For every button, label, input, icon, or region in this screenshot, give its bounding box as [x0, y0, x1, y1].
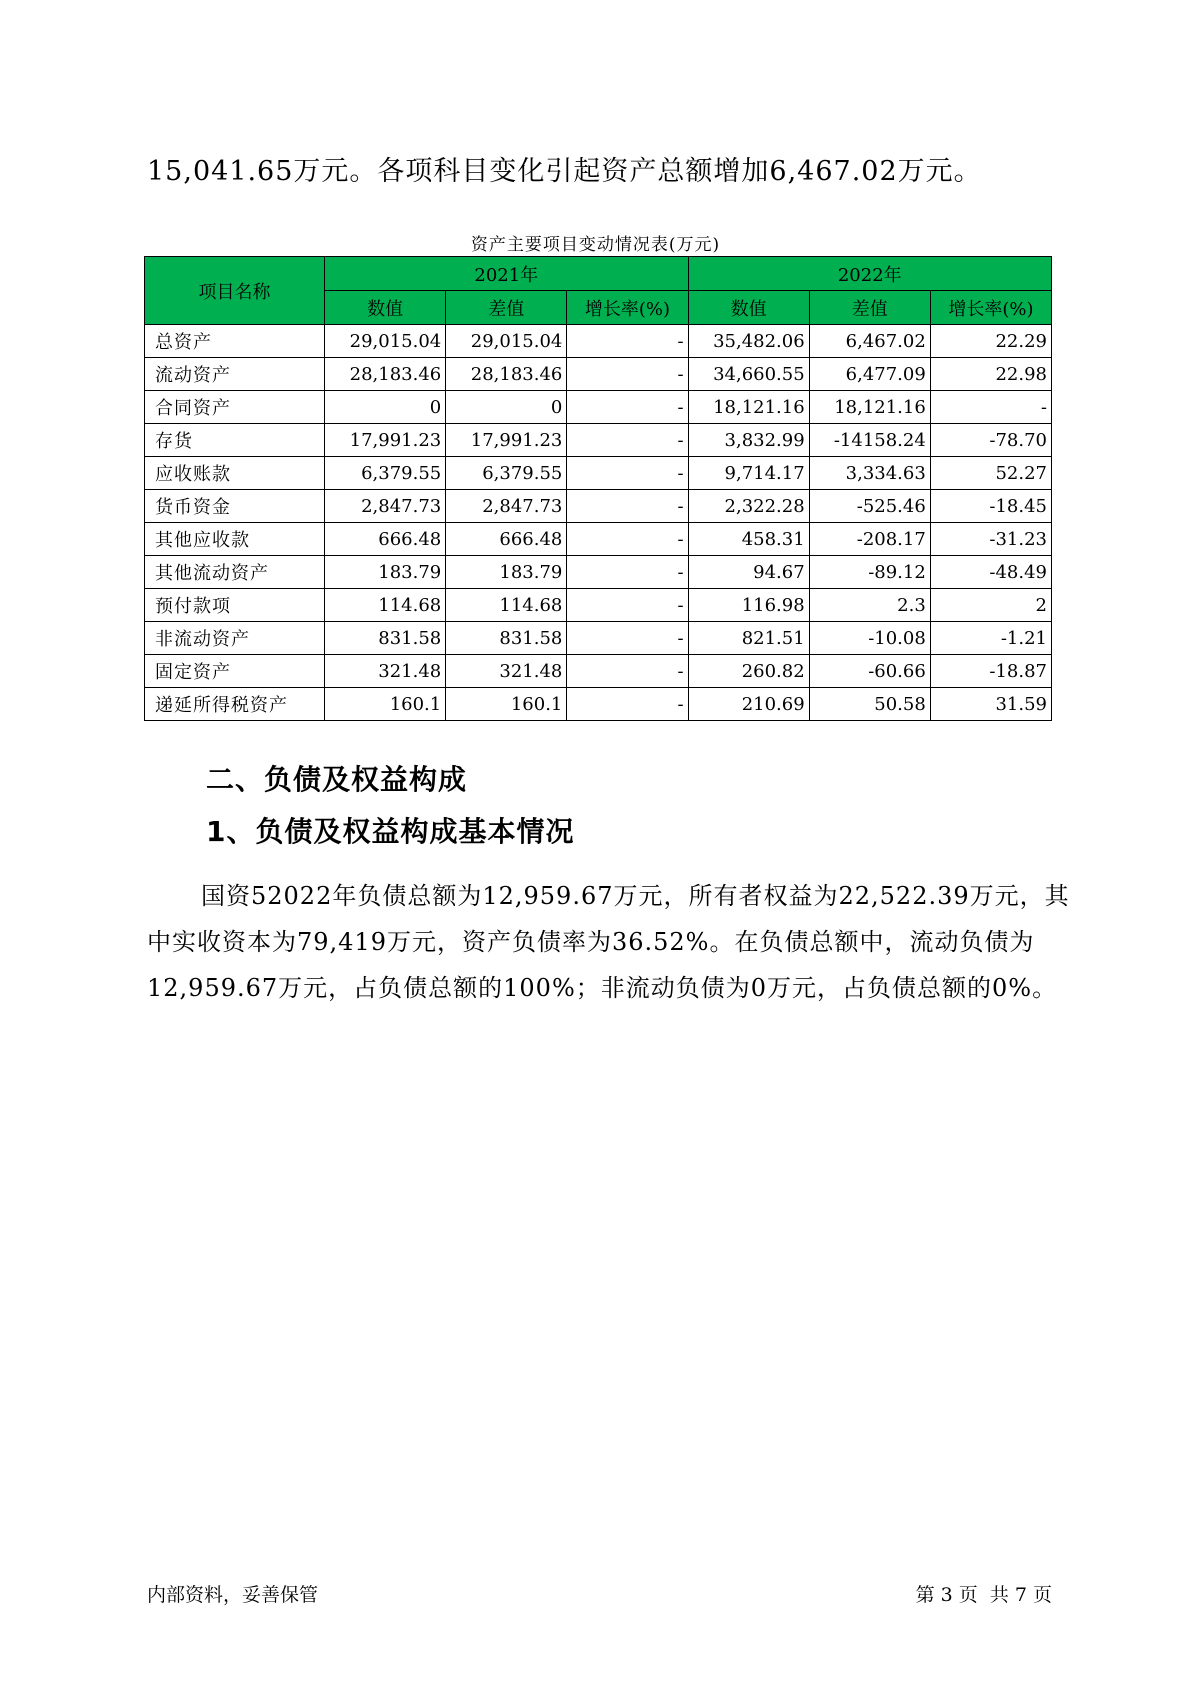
- row-value-cell: -: [567, 622, 688, 655]
- row-value-cell: -89.12: [809, 556, 930, 589]
- row-value-cell: -1.21: [930, 622, 1051, 655]
- row-item-name: 存货: [145, 424, 325, 457]
- footer-confidential-note: 内部资料，妥善保管: [147, 1584, 319, 1606]
- section-heading: 二、负债及权益构成: [206, 763, 468, 796]
- header-growth-2022: 增长率(%): [930, 291, 1051, 325]
- row-item-name: 其他流动资产: [145, 556, 325, 589]
- row-item-name: 非流动资产: [145, 622, 325, 655]
- row-value-cell: 35,482.06: [688, 325, 809, 358]
- header-growth-2021: 增长率(%): [567, 291, 688, 325]
- table-caption: 资产主要项目变动情况表(万元): [470, 235, 721, 255]
- row-value-cell: -: [567, 655, 688, 688]
- row-value-cell: 6,467.02: [809, 325, 930, 358]
- row-value-cell: 9,714.17: [688, 457, 809, 490]
- row-item-name: 固定资产: [145, 655, 325, 688]
- row-value-cell: -: [567, 358, 688, 391]
- row-value-cell: -208.17: [809, 523, 930, 556]
- row-item-name: 其他应收款: [145, 523, 325, 556]
- row-value-cell: -18.87: [930, 655, 1051, 688]
- row-value-cell: 29,015.04: [446, 325, 567, 358]
- row-item-name: 合同资产: [145, 391, 325, 424]
- header-item-name: 项目名称: [145, 257, 325, 325]
- row-value-cell: 50.58: [809, 688, 930, 721]
- row-value-cell: 2.3: [809, 589, 930, 622]
- intro-text: 15,041.65万元。各项科目变化引起资产总额增加6,467.02万元。: [147, 156, 982, 187]
- table-row: [145, 688, 1052, 721]
- row-value-cell: 666.48: [325, 523, 446, 556]
- row-value-cell: 94.67: [688, 556, 809, 589]
- row-value-cell: 321.48: [446, 655, 567, 688]
- header-year-2022: 2022年: [688, 257, 1051, 291]
- row-value-cell: -: [567, 457, 688, 490]
- row-value-cell: 114.68: [325, 589, 446, 622]
- row-value-cell: -: [567, 424, 688, 457]
- row-value-cell: 34,660.55: [688, 358, 809, 391]
- row-value-cell: 3,334.63: [809, 457, 930, 490]
- row-value-cell: 22.29: [930, 325, 1051, 358]
- row-value-cell: 31.59: [930, 688, 1051, 721]
- row-value-cell: 6,379.55: [446, 457, 567, 490]
- row-item-name: 应收账款: [145, 457, 325, 490]
- header-year-2021: 2021年: [325, 257, 688, 291]
- row-value-cell: -525.46: [809, 490, 930, 523]
- row-value-cell: 28,183.46: [325, 358, 446, 391]
- table-row: [145, 622, 1052, 655]
- table-row: [145, 325, 1052, 358]
- row-value-cell: -60.66: [809, 655, 930, 688]
- row-value-cell: 18,121.16: [809, 391, 930, 424]
- row-item-name: 流动资产: [145, 358, 325, 391]
- table-row: [145, 391, 1052, 424]
- table-row: [145, 490, 1052, 523]
- row-value-cell: 831.58: [325, 622, 446, 655]
- row-value-cell: 160.1: [446, 688, 567, 721]
- row-value-cell: 18,121.16: [688, 391, 809, 424]
- row-value-cell: 116.98: [688, 589, 809, 622]
- row-value-cell: 6,477.09: [809, 358, 930, 391]
- row-value-cell: 28,183.46: [446, 358, 567, 391]
- row-value-cell: 2,847.73: [446, 490, 567, 523]
- row-value-cell: 260.82: [688, 655, 809, 688]
- row-value-cell: -31.23: [930, 523, 1051, 556]
- row-value-cell: 0: [446, 391, 567, 424]
- row-value-cell: 2: [930, 589, 1051, 622]
- row-value-cell: -: [567, 523, 688, 556]
- row-value-cell: 29,015.04: [325, 325, 446, 358]
- asset-change-table: [144, 256, 1052, 721]
- table-row: [145, 589, 1052, 622]
- row-value-cell: 6,379.55: [325, 457, 446, 490]
- row-value-cell: 2,847.73: [325, 490, 446, 523]
- row-value-cell: -: [567, 490, 688, 523]
- row-value-cell: 160.1: [325, 688, 446, 721]
- row-value-cell: 114.68: [446, 589, 567, 622]
- subsection-heading: 1、负债及权益构成基本情况: [206, 815, 575, 848]
- row-value-cell: -10.08: [809, 622, 930, 655]
- row-value-cell: 2,322.28: [688, 490, 809, 523]
- row-value-cell: -14158.24: [809, 424, 930, 457]
- row-value-cell: 831.58: [446, 622, 567, 655]
- header-diff-2021: 差值: [446, 291, 567, 325]
- table-row: [145, 424, 1052, 457]
- row-value-cell: -48.49: [930, 556, 1051, 589]
- row-item-name: 货币资金: [145, 490, 325, 523]
- header-diff-2022: 差值: [809, 291, 930, 325]
- row-value-cell: 458.31: [688, 523, 809, 556]
- row-value-cell: -: [567, 391, 688, 424]
- row-value-cell: 17,991.23: [446, 424, 567, 457]
- row-value-cell: -78.70: [930, 424, 1051, 457]
- table-row: [145, 523, 1052, 556]
- table-row: [145, 655, 1052, 688]
- row-value-cell: 52.27: [930, 457, 1051, 490]
- row-value-cell: -: [567, 556, 688, 589]
- table-row: [145, 358, 1052, 391]
- row-value-cell: 183.79: [325, 556, 446, 589]
- row-value-cell: 3,832.99: [688, 424, 809, 457]
- row-value-cell: 321.48: [325, 655, 446, 688]
- row-value-cell: 210.69: [688, 688, 809, 721]
- row-value-cell: -: [567, 589, 688, 622]
- row-value-cell: 0: [325, 391, 446, 424]
- row-value-cell: 22.98: [930, 358, 1051, 391]
- row-item-name: 总资产: [145, 325, 325, 358]
- footer-page-number: 第 3 页 共 7 页: [915, 1584, 1052, 1606]
- row-value-cell: 183.79: [446, 556, 567, 589]
- row-value-cell: -: [567, 688, 688, 721]
- body-paragraph: 国资52022年负债总额为12,959.67万元，所有者权益为22,522.39万元，其中实收资本为79,419万元，资产负债率为36.52%。在负债总额中，流动负债为12,959.67万元，占负债总额的100%；非流动负债为0万元，占负债总额的0%。: [147, 882, 1070, 1002]
- row-item-name: 预付款项: [145, 589, 325, 622]
- row-value-cell: 666.48: [446, 523, 567, 556]
- row-value-cell: 17,991.23: [325, 424, 446, 457]
- table-row: [145, 457, 1052, 490]
- row-value-cell: 821.51: [688, 622, 809, 655]
- table-row: [145, 556, 1052, 589]
- row-value-cell: -: [567, 325, 688, 358]
- row-value-cell: -18.45: [930, 490, 1051, 523]
- header-value-2022: 数值: [688, 291, 809, 325]
- row-value-cell: -: [930, 391, 1051, 424]
- header-value-2021: 数值: [325, 291, 446, 325]
- row-item-name: 递延所得税资产: [145, 688, 325, 721]
